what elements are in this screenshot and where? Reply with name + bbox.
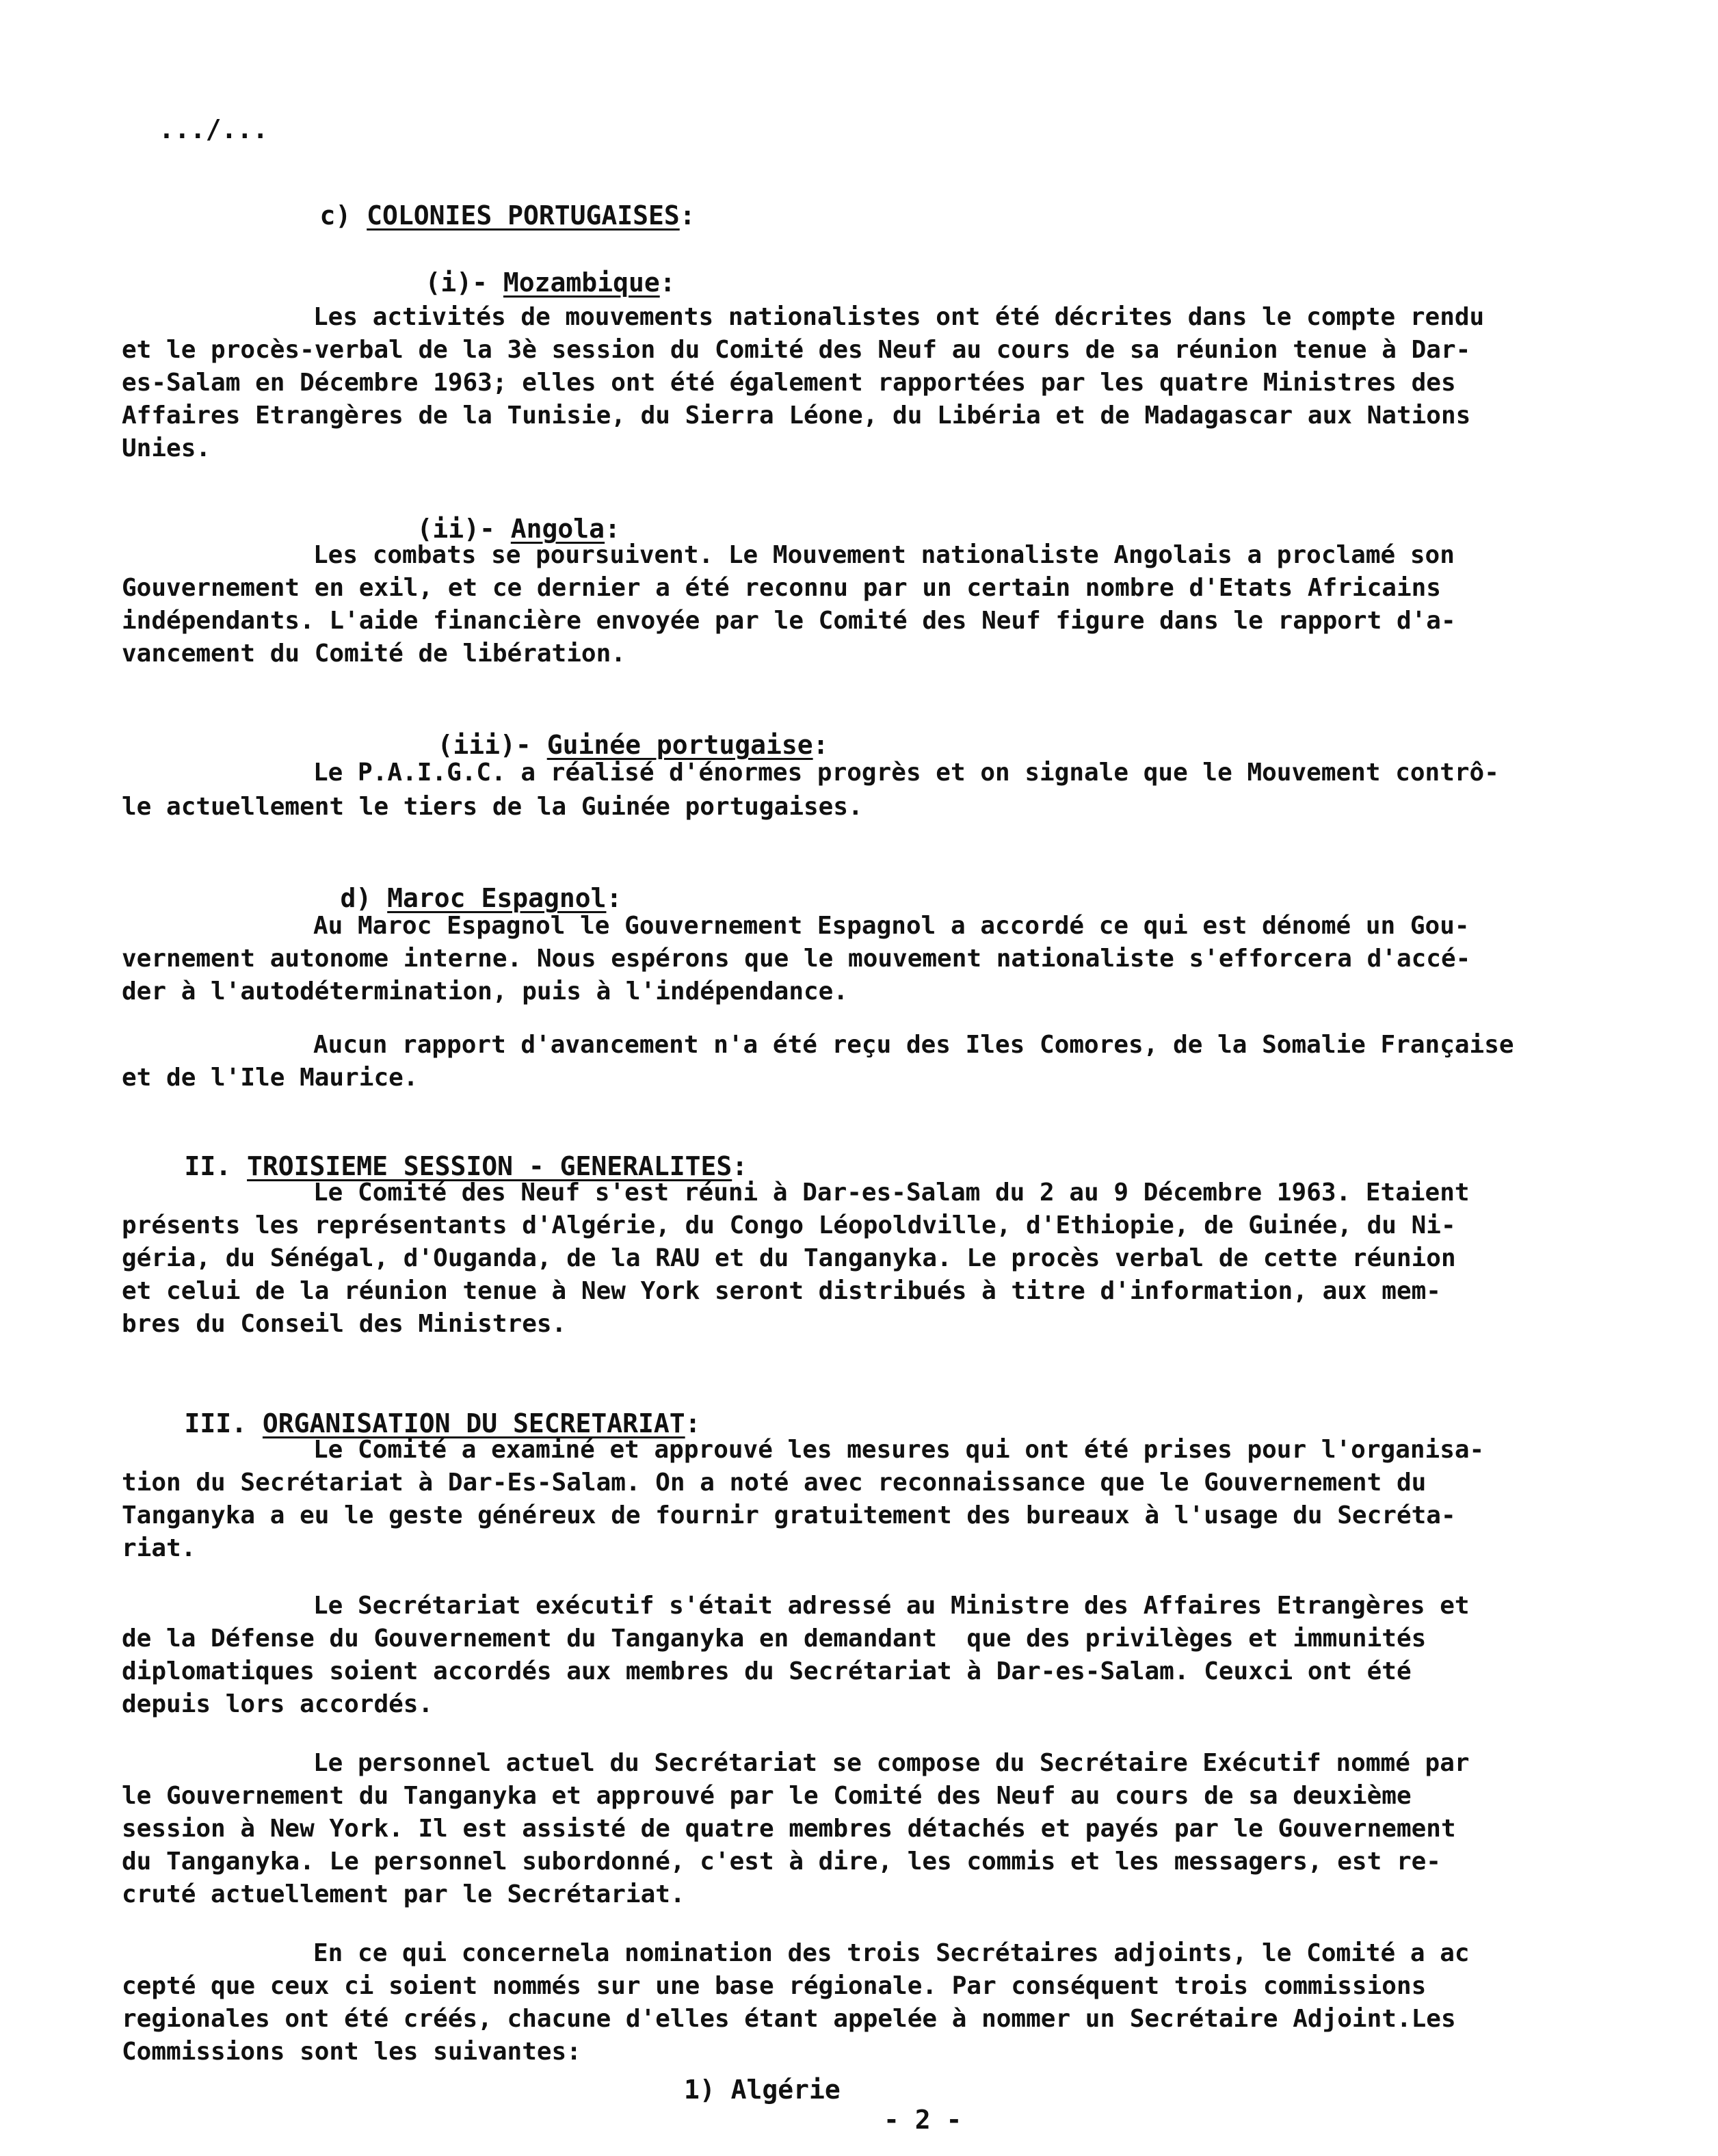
para-III-3-line-3: session à New York. Il est assisté de quatre membres détachés et payés par le Gouvernement	[122, 1815, 1456, 1843]
section-d-title: Maroc Espagnol	[387, 883, 607, 913]
para-d-line-3: der à l'autodétermination, puis à l'indépendance.	[122, 977, 849, 1005]
section-c-title: COLONIES PORTUGAISES	[367, 200, 680, 231]
section-d-prefix: d)	[340, 883, 372, 913]
section-III-title: ORGANISATION DU SECRETARIAT	[262, 1408, 685, 1438]
para-d-line-2: vernement autonome interne. Nous espérons que le mouvement nationaliste s'efforcera d'accé-	[122, 945, 1471, 973]
para-d2-line-1: Aucun rapport d'avancement n'a été reçu des Iles Comores, de la Somalie Française	[313, 1031, 1514, 1059]
para-ii-line-1: Les combats se poursuivent. Le Mouvement nationaliste Angolais a proclamé son	[313, 541, 1455, 569]
para-III-2-line-3: diplomatiques soient accordés aux membres du Secrétariat à Dar-es-Salam. Ceuxci ont été	[122, 1657, 1412, 1685]
section-III-colon: :	[685, 1408, 701, 1438]
para-III-3-line-5: cruté actuellement par le Secrétariat.	[122, 1880, 685, 1908]
continuation-marker: .../...	[159, 114, 269, 144]
para-II-line-5: bres du Conseil des Ministres.	[122, 1310, 567, 1338]
para-III-2-line-2: de la Défense du Gouvernement du Tanganyka en demandant que des privilèges et immunités	[122, 1625, 1427, 1653]
para-ii-line-3: indépendants. L'aide financière envoyée par le Comité des Neuf figure dans le rapport d'a-	[122, 607, 1456, 635]
section-III-prefix: III.	[184, 1408, 248, 1438]
para-III-3-line-1: Le personnel actuel du Secrétariat se compose du Secrétaire Exécutif nommé par	[313, 1749, 1470, 1777]
para-III-3-line-4: du Tanganyka. Le personnel subordonné, c'est à dire, les commis et les messagers, est re-	[122, 1848, 1441, 1876]
section-c-heading	[257, 176, 696, 254]
para-III-4-line-4: Commissions sont les suivantes:	[122, 2038, 581, 2066]
section-II-title: TROISIEME SESSION - GENERALITES	[247, 1151, 732, 1181]
section-c-colon: :	[679, 200, 696, 231]
para-i-line-5: Unies.	[122, 434, 211, 462]
para-d-line-1: Au Maroc Espagnol le Gouvernement Espagnol a accordé ce qui est dénomé un Gou-	[313, 912, 1470, 940]
para-iii-line-2: le actuellement le tiers de la Guinée portugaises.	[122, 793, 863, 821]
para-i-line-2: et le procès-verbal de la 3è session du Comité des Neuf au cours de sa réunion tenue à Dar-	[122, 336, 1471, 364]
section-c-prefix: c)	[319, 200, 352, 231]
sub-iii-colon: :	[812, 730, 829, 760]
para-d2-line-2: et de l'Ile Maurice.	[122, 1064, 419, 1092]
sub-iii-title: Guinée portugaise	[546, 730, 813, 760]
para-II-line-4: et celui de la réunion tenue à New York seront distribués à titre d'information, aux mem-	[122, 1277, 1441, 1305]
para-ii-line-2: Gouvernement en exil, et ce dernier a été reconnu par un certain nombre d'Etats Africains	[122, 574, 1441, 602]
para-III-4-line-2: cepté que ceux ci soient nommés sur une base régionale. Par conséquent trois commissions	[122, 1972, 1427, 2000]
para-II-line-2: présents les représentants d'Algérie, du Congo Léopoldville, d'Ethiopie, de Guinée, du Ni-	[122, 1211, 1456, 1239]
section-II-colon: :	[732, 1151, 748, 1181]
para-II-line-3: géria, du Sénégal, d'Ouganda, de la RAU et du Tanganyka. Le procès verbal de cette réunion	[122, 1244, 1456, 1272]
sub-i-prefix: (i)-	[425, 267, 488, 298]
para-III-4-line-1: En ce qui concernela nomination des trois Secrétaires adjoints, le Comité a ac	[313, 1939, 1470, 1967]
section-d-colon: :	[606, 883, 622, 913]
para-i-line-1: Les activités de mouvements nationalistes ont été décrites dans le compte rendu	[313, 303, 1485, 331]
para-III-1-line-4: riat.	[122, 1534, 196, 1562]
para-II-line-1: Le Comité des Neuf s'est réuni à Dar-es-Salam du 2 au 9 Décembre 1963. Etaient	[313, 1179, 1470, 1207]
para-i-line-3: es-Salam en Décembre 1963; elles ont été également rapportées par les quatre Ministres des	[122, 369, 1456, 397]
para-ii-line-4: vancement du Comité de libération.	[122, 640, 626, 668]
list-item-algerie: 1) Algérie	[684, 2075, 841, 2105]
para-III-1-line-1: Le Comité a examiné et approuvé les mesures qui ont été prises pour l'organisa-	[313, 1436, 1485, 1464]
sub-ii-colon: :	[605, 514, 620, 544]
para-III-1-line-2: tion du Secrétariat à Dar-Es-Salam. On a noté avec reconnaissance que le Gouvernement du	[122, 1469, 1427, 1497]
sub-ii-prefix: (ii)-	[417, 514, 495, 544]
para-III-2-line-1: Le Secrétariat exécutif s'était adressé au Ministre des Affaires Etrangères et	[313, 1592, 1470, 1620]
sub-i-colon: :	[659, 267, 676, 298]
para-III-3-line-2: le Gouvernement du Tanganyka et approuvé par le Comité des Neuf au cours de sa deuxième	[122, 1782, 1412, 1810]
sub-iii-prefix: (iii)-	[437, 730, 531, 760]
page-number: - 2 -	[884, 2105, 962, 2135]
sub-i-title: Mozambique	[503, 267, 660, 298]
section-II-prefix: II.	[184, 1151, 232, 1181]
sub-ii-title: Angola	[510, 514, 605, 544]
para-i-line-4: Affaires Etrangères de la Tunisie, du Sierra Léone, du Libéria et de Madagascar aux Nations	[122, 402, 1471, 430]
para-III-4-line-3: regionales ont été créés, chacune d'elles étant appelée à nommer un Secrétaire Adjoint.Les	[122, 2005, 1456, 2033]
para-iii-line-1: Le P.A.I.G.C. a réalisé d'énormes progrès et on signale que le Mouvement contrô-	[313, 759, 1499, 787]
para-III-1-line-3: Tanganyka a eu le geste généreux de fournir gratuitement des bureaux à l'usage du Secréta-	[122, 1501, 1456, 1529]
para-III-2-line-4: depuis lors accordés.	[122, 1690, 434, 1718]
